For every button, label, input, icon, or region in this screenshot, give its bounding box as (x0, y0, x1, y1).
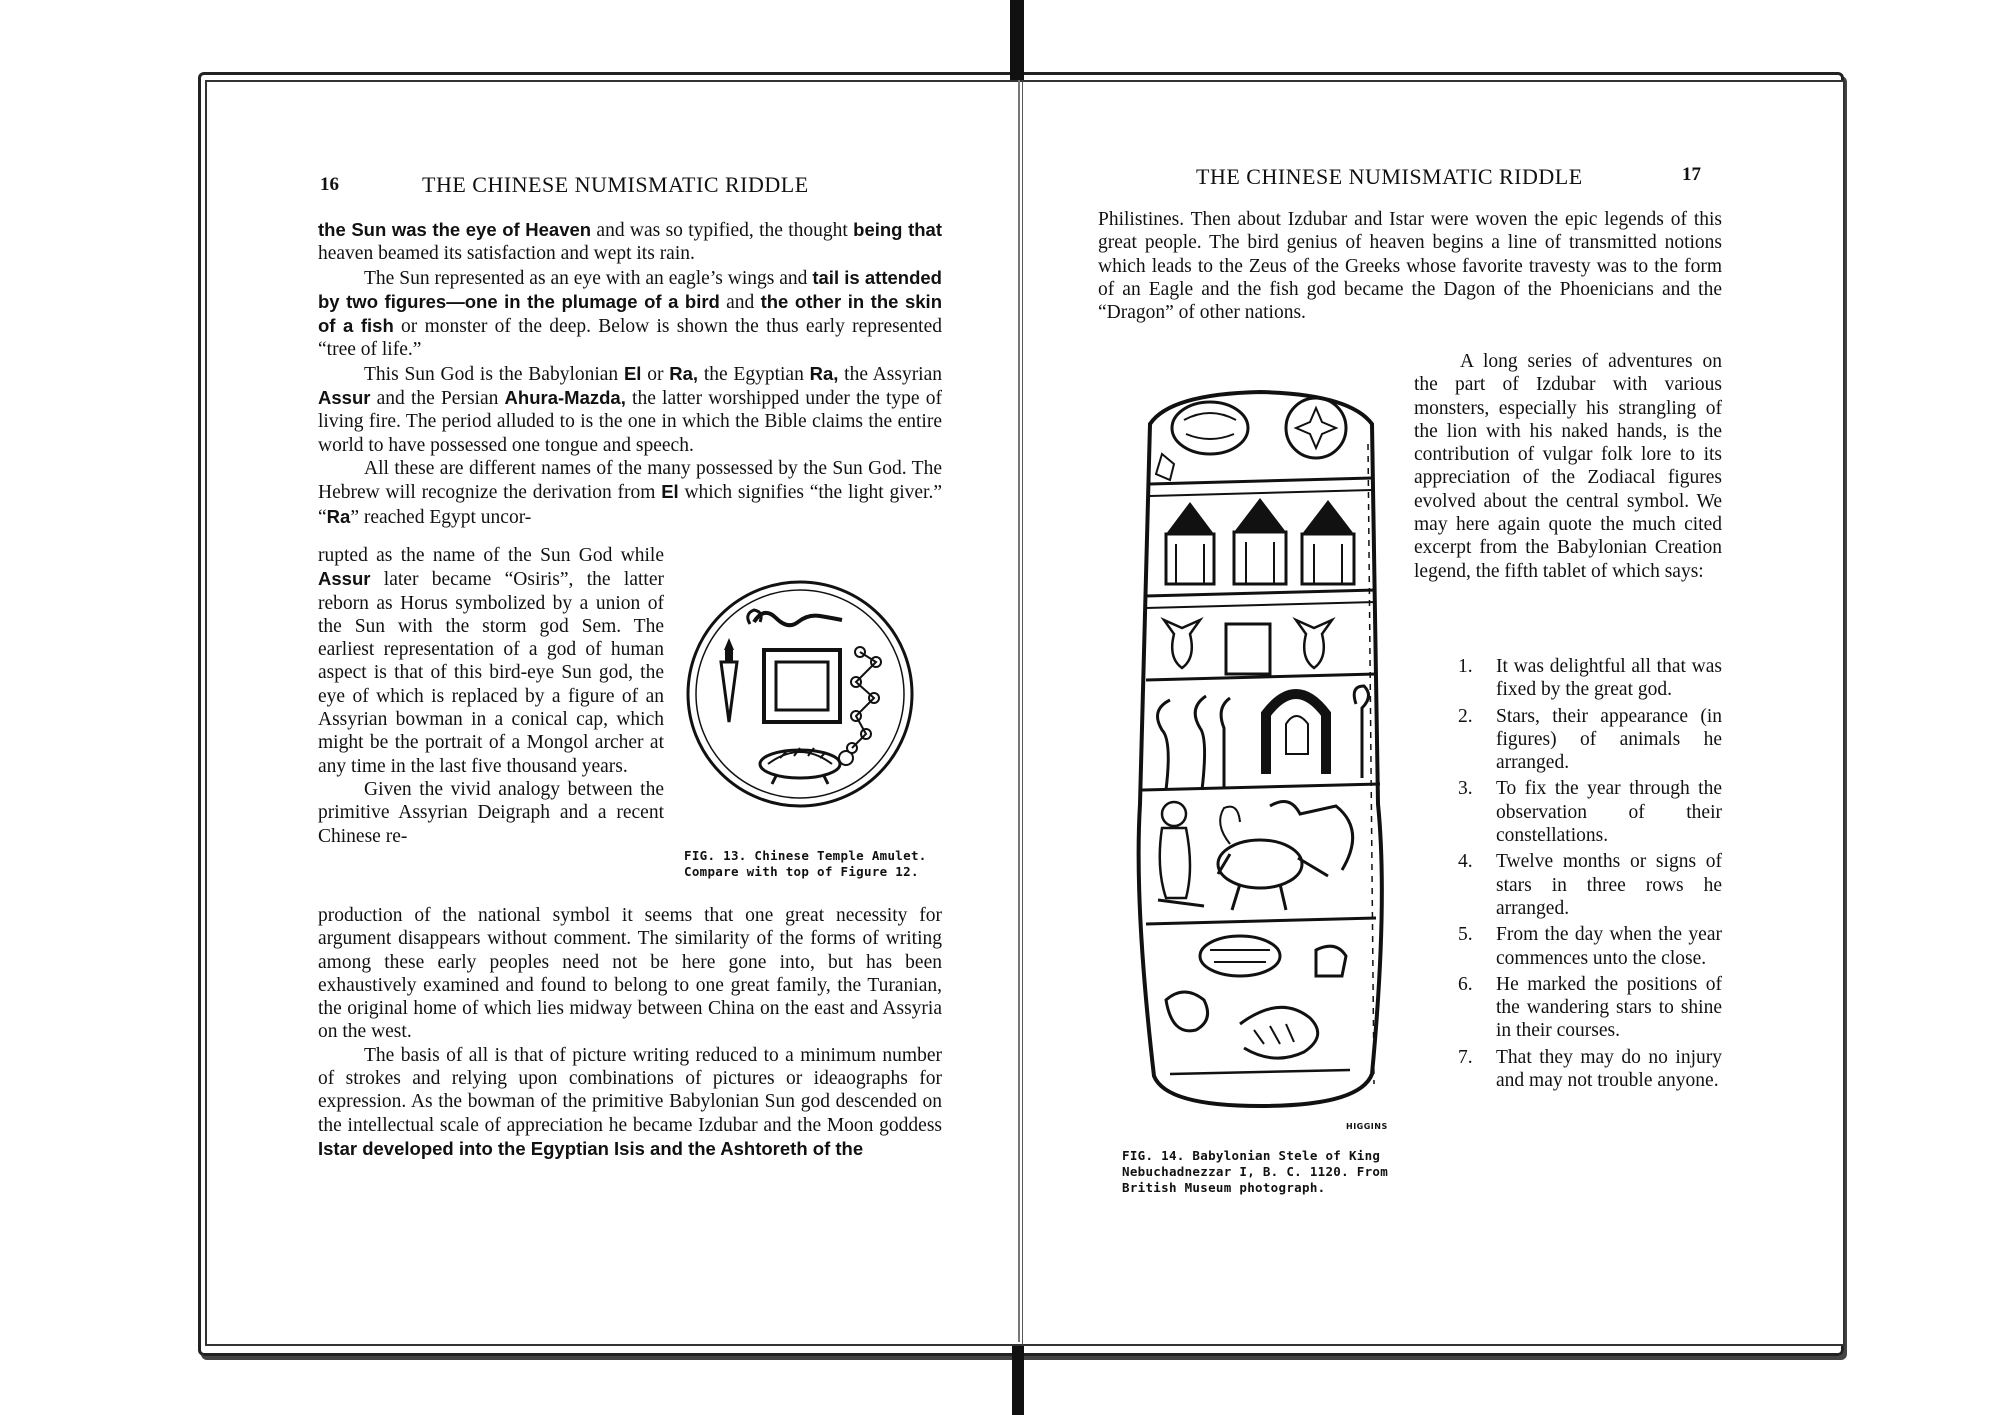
caption-line: British Museum photograph. (1122, 1180, 1326, 1195)
caption-line: Nebuchadnezzar I, B. C. 1120. From (1122, 1164, 1389, 1179)
amulet-illustration (684, 578, 916, 810)
list-item (1458, 923, 1722, 970)
figure-14-stele (1110, 384, 1400, 1114)
left-wrap-text (318, 544, 664, 848)
list-item (1458, 705, 1722, 775)
right-running-head: THE CHINESE NUMISMATIC RIDDLE (1196, 164, 1583, 189)
left-page-number: 16 (320, 174, 339, 195)
paragraph: Philistines. Then about Izdubar and Istar were woven the epic legends of this great people. The bird genius of heaven begins a line of transmitted notions which leads to the Zeus of the Greeks whose favorite travesty was to the form of an Eagle and the fish god became the Dagon of the Phoenicians and the “Dragon” of other nations. (1098, 209, 1722, 324)
figure-13-caption (684, 848, 927, 880)
list-item-text: It was delightful all that was fixed by the great god. (1496, 656, 1722, 701)
list-item (1458, 973, 1722, 1043)
paragraph: The Sun represented as an eye with an eagle’s wings and tail is attended by two figures—one in the plumage of a bird and the other in the skin of a fish or monster of the deep. Below is shown the thus early represented “tree of life.” (318, 266, 943, 361)
paragraph: A long series of adventures on the part of Izdubar with various monsters, especially his strangling of the lion with his naked hands, is the contribution of vulgar folk lore to its appreciation of the Zodiacal figures evolved about the central symbol. We may here again quote the much cited excerpt from the Babylonian Creation legend, the fifth tablet of which says: (1414, 351, 1722, 582)
figure-13-amulet (684, 578, 916, 810)
right-text-top (1098, 208, 1722, 324)
list-item-number: 1. (1458, 656, 1473, 677)
paragraph: production of the national symbol it seems that one great necessity for argument disappears without comment. The similarity of the forms of writing among these early peoples need not be here gone into, but has been exhaustively examined and found to belong to one great family, the Turanian, the original home of which lies midway between China on the east and Assyria on the west. (318, 905, 942, 1043)
paragraph: The basis of all is that of picture writing reduced to a minimum number of strokes and relying upon combinations of pictures or ideaographs for expression. As the bowman of the primitive Babylonian Sun god descended on the intellectual scale of appreciation he became Izdubar and the Moon goddess Istar developed into the Egyptian Isis and the Ashtoreth of the (318, 1044, 942, 1159)
creation-legend-list (1458, 655, 1722, 1095)
figure-14-caption (1122, 1148, 1388, 1196)
list-item-number: 6. (1458, 973, 1473, 995)
list-item-text: That they may do no injury and may not trouble anyone. (1496, 1046, 1722, 1092)
list-item-number: 3. (1458, 778, 1473, 800)
paragraph: Given the vivid analogy between the primitive Assyrian Deigraph and a recent Chinese re- (318, 778, 664, 847)
list-item-text: From the day when the year commences unto the close. (1496, 924, 1722, 969)
artist-signature: HIGGINS (1346, 1122, 1388, 1131)
list-item (1458, 655, 1722, 702)
list-item-text: To fix the year through the observation of their constellations. (1496, 778, 1722, 847)
list-item-number: 7. (1458, 1046, 1473, 1068)
paragraph: This Sun God is the Babylonian El or Ra, the Egyptian Ra, the Assyrian Assur and the Persian Ahura-Mazda, the latter worshipped under the type of living fire. The period alluded to is the one in which the Bible claims the entire world to have possessed one tongue and speech. (318, 362, 943, 456)
list-item (1458, 850, 1722, 920)
list-item (1458, 777, 1722, 847)
list-item-number: 5. (1458, 924, 1473, 946)
list-item-number: 2. (1458, 705, 1473, 727)
left-text-bottom (318, 904, 942, 1161)
right-side-text (1414, 350, 1722, 583)
paragraph: rupted as the name of the Sun God while Assur later became “Osiris”, the latter reborn as Horus symbolized by a union of the Sun with the storm god Sem. The earliest representation of a god of human aspect is that of this bird-eye Sun god, the eye of which is replaced by a figure of an Assyrian bowman in a conical cap, which might be the portrait of a Mongol archer at any time in the last five thousand years. (318, 545, 664, 777)
list-item-text: Twelve months or signs of stars in three rows he arranged. (1496, 851, 1722, 919)
paragraph: All these are different names of the many possessed by the Sun God. The Hebrew will recognize the derivation from El which signifies “the light giver.” “Ra” reached Egypt uncor- (318, 457, 942, 528)
list-item-number: 4. (1458, 851, 1473, 873)
caption-line: FIG. 13. Chinese Temple Amulet. (684, 848, 927, 863)
spine-top (1010, 0, 1024, 90)
paragraph: the Sun was the eye of Heaven and was so typified, the thought being that heaven beamed its satisfaction and wept its rain. (318, 219, 942, 265)
list-item-text: He marked the positions of the wandering stars to shine in their courses. (1496, 973, 1722, 1042)
left-running-head: THE CHINESE NUMISMATIC RIDDLE (422, 172, 809, 197)
stele-illustration (1110, 384, 1400, 1114)
right-page-number: 17 (1682, 164, 1701, 185)
caption-line: Compare with top of Figure 12. (684, 864, 919, 879)
gutter-line (1018, 80, 1020, 1342)
spine-bottom (1012, 1345, 1024, 1415)
caption-line: FIG. 14. Babylonian Stele of King (1122, 1148, 1381, 1163)
list-item (1458, 1046, 1722, 1093)
list-item-text: Stars, their appearance (in figures) of animals he arranged. (1496, 705, 1722, 774)
left-text-top (318, 218, 942, 529)
